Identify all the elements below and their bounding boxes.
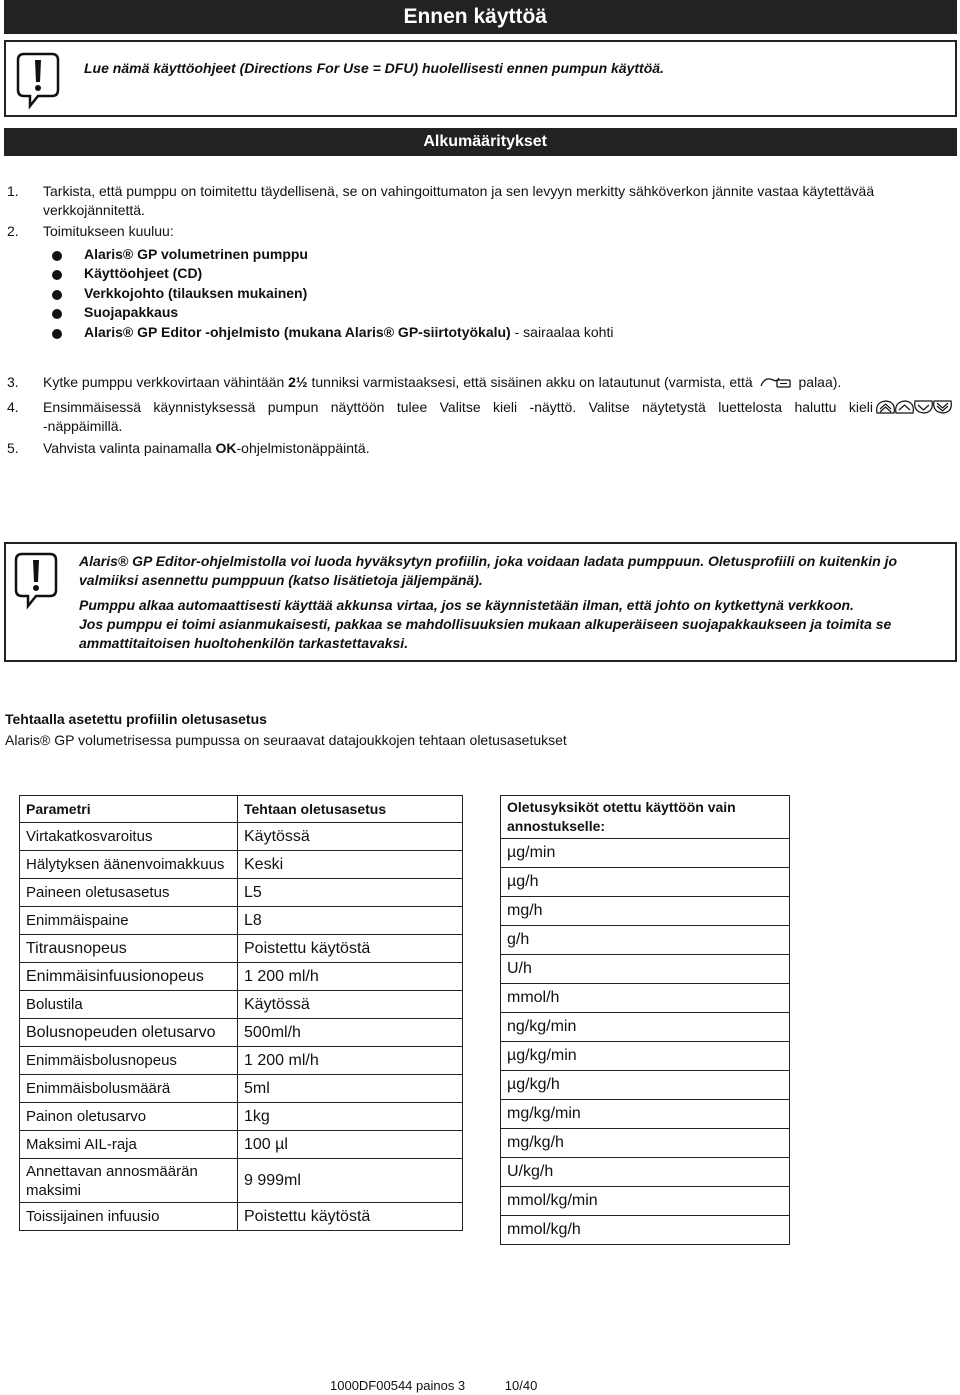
unit-value: mmol/kg/h	[501, 1216, 790, 1245]
unit-value: µg/kg/h	[501, 1071, 790, 1100]
section-bar	[4, 128, 957, 156]
unit-value: mmol/kg/min	[501, 1187, 790, 1216]
table-header-cell: Parametri	[20, 796, 238, 823]
step-text: Kytke pumppu verkkovirtaan vähintään	[43, 374, 289, 390]
param-value: 1kg	[238, 1103, 463, 1131]
table-row	[20, 907, 463, 935]
section-title: Alkumääritykset	[423, 133, 547, 150]
warning-paragraph-2a: Pumppu alkaa automaattisesti käyttää akkunsa virtaa, jos se käynnistetään ilman, että johto on kytkettynä verkkoon.	[79, 597, 854, 613]
param-value: Poistettu käytöstä	[238, 1203, 463, 1231]
param-value: 5ml	[238, 1075, 463, 1103]
unit-value: µg/h	[501, 868, 790, 897]
list-item-step-1	[0, 182, 960, 222]
table-row	[20, 851, 463, 879]
warning-text: Lue nämä käyttöohjeet (Directions For Use = DFU) huolellisesti ennen pumpun käyttöä.	[84, 60, 664, 76]
unit-value: mg/h	[501, 897, 790, 926]
table-row	[20, 1019, 463, 1047]
param-value: 9 999ml	[238, 1159, 463, 1203]
unit-value: U/h	[501, 955, 790, 984]
table-row	[20, 1103, 463, 1131]
list-item-delivery-3	[0, 285, 960, 305]
table-row	[20, 1131, 463, 1159]
param-value: 1 200 ml/h	[238, 1047, 463, 1075]
step-number: 2.	[7, 223, 19, 239]
table-row	[20, 991, 463, 1019]
table-header-row	[501, 796, 790, 839]
item-suffix: - sairaalaa kohti	[510, 324, 614, 340]
table-row	[20, 1047, 463, 1075]
param-name: Bolustila	[20, 991, 238, 1019]
item-label: Verkkojohto (tilauksen mukainen)	[84, 285, 308, 301]
step-text-post: -ohjelmistonäppäintä.	[236, 440, 370, 456]
unit-value: mmol/h	[501, 984, 790, 1013]
bullet-icon	[52, 290, 62, 300]
table-row	[501, 984, 790, 1013]
table-row	[501, 1013, 790, 1042]
table-row	[501, 1158, 790, 1187]
params-table	[19, 795, 463, 1231]
step-text: Toimitukseen kuuluu:	[43, 223, 174, 239]
list-item-delivery-5	[0, 324, 960, 344]
param-name: Enimmäispaine	[20, 907, 238, 935]
table-row	[20, 1159, 463, 1203]
unit-value: mg/kg/min	[501, 1100, 790, 1129]
warning-box-profile	[4, 542, 957, 662]
step-text-end: palaa).	[798, 374, 842, 390]
param-name: Annettavan annosmäärän maksimi	[20, 1159, 238, 1203]
unit-value: µg/kg/min	[501, 1042, 790, 1071]
step-number: 4.	[7, 399, 19, 415]
unit-value: µg/min	[501, 839, 790, 868]
step-text-bold: OK	[215, 440, 237, 456]
param-name: Enimmäisbolusmäärä	[20, 1075, 238, 1103]
bullet-icon	[52, 309, 62, 319]
param-name: Bolusnopeuden oletusarvo	[20, 1019, 238, 1047]
table-row	[501, 926, 790, 955]
table-row	[501, 897, 790, 926]
param-name: Enimmäisinfuusionopeus	[20, 963, 238, 991]
table-row	[501, 1042, 790, 1071]
warning-paragraph-1: Alaris® GP Editor-ohjelmistolla voi luoda hyväksytyn profiilin, joka voidaan ladata pumppuun. Oletusprofiili on kuitenkin jo valmiiksi asennettu pumppuun (katso lisätietoja jäljempänä).	[79, 553, 898, 588]
battery-charging-icon	[759, 374, 793, 390]
param-value: L5	[238, 879, 463, 907]
table-row	[501, 955, 790, 984]
table-row	[20, 1203, 463, 1231]
param-value: Keski	[238, 851, 463, 879]
param-name: Painon oletusarvo	[20, 1103, 238, 1131]
step-text-cont: -näppäimillä.	[43, 418, 123, 434]
param-value: 1 200 ml/h	[238, 963, 463, 991]
unit-value: U/kg/h	[501, 1158, 790, 1187]
step-number: 5.	[7, 440, 19, 456]
table-row	[20, 963, 463, 991]
step-text: Ensimmäisessä käynnistyksessä pumpun näyttöön tulee Valitse kieli -näyttö. Valitse näytetystä luettelosta haluttu kieli	[43, 399, 873, 415]
table-row	[20, 1075, 463, 1103]
bullet-icon	[52, 329, 62, 339]
unit-value: ng/kg/min	[501, 1013, 790, 1042]
page-footer	[330, 1378, 537, 1393]
defaults-heading: Tehtaalla asetettu profiilin oletusasetus	[5, 711, 267, 727]
step-number: 1.	[7, 183, 19, 199]
table-row	[501, 1187, 790, 1216]
step-text: Vahvista valinta painamalla	[43, 440, 216, 456]
param-value: L8	[238, 907, 463, 935]
defaults-description: Alaris® GP volumetrisessa pumpussa on seuraavat datajoukkojen tehtaan oletusasetukset	[5, 732, 567, 748]
param-name: Titrausnopeus	[20, 935, 238, 963]
table-row	[20, 935, 463, 963]
item-label: Käyttöohjeet (CD)	[84, 265, 203, 281]
unit-value: g/h	[501, 926, 790, 955]
table-row	[501, 1129, 790, 1158]
table-row	[501, 1071, 790, 1100]
table-row	[501, 1216, 790, 1245]
list-item-step-4	[0, 398, 960, 438]
param-value: 500ml/h	[238, 1019, 463, 1047]
item-label: Alaris® GP Editor -ohjelmisto (mukana Alaris® GP-siirtotyökalu)	[84, 324, 511, 340]
param-value: 100 µl	[238, 1131, 463, 1159]
units-table	[500, 795, 790, 1245]
item-label: Suojapakkaus	[84, 304, 179, 320]
list-item-step-3	[0, 373, 960, 393]
warning-paragraph-2b: Jos pumppu ei toimi asianmukaisesti, pakkaa se mahdollisuuksien mukaan alkuperäiseen suojapakkaukseen ja toimita se ammattitaitoisen huoltohenkilön tarkastettavaksi.	[79, 616, 892, 651]
table-header-row	[20, 796, 463, 823]
table-header-cell: Tehtaan oletusasetus	[238, 796, 463, 823]
list-item-delivery-2	[0, 265, 960, 285]
bullet-icon	[52, 251, 62, 261]
step-number: 3.	[7, 374, 19, 390]
warning-box-top	[4, 40, 957, 117]
table-row	[20, 879, 463, 907]
bullet-icon	[52, 270, 62, 280]
param-name: Toissijainen infuusio	[20, 1203, 238, 1231]
step-text: Tarkista, että pumppu on toimitettu täydellisenä, se on vahingoittumaton ja sen levyyn merkitty sähköverkon jännite vastaa käytettävää	[43, 183, 875, 199]
param-name: Virtakatkosvaroitus	[20, 823, 238, 851]
param-value: Poistettu käytöstä	[238, 935, 463, 963]
header-bar	[4, 0, 957, 34]
step-text-bold: 2½	[288, 374, 308, 390]
param-value: Käytössä	[238, 823, 463, 851]
table-row	[501, 1100, 790, 1129]
step-text-post: tunniksi varmistaaksesi, että sisäinen akku on latautunut (varmista, että	[307, 374, 753, 390]
warning-exclamation-icon	[14, 550, 58, 610]
list-item-delivery-4	[0, 304, 960, 324]
page-number: 10/40	[504, 1378, 538, 1393]
list-item-step-5	[0, 439, 960, 459]
param-name: Paineen oletusasetus	[20, 879, 238, 907]
param-value: Käytössä	[238, 991, 463, 1019]
item-label: Alaris® GP volumetrinen pumppu	[84, 246, 308, 262]
unit-value: mg/kg/h	[501, 1129, 790, 1158]
table-row	[20, 823, 463, 851]
warning-exclamation-icon	[16, 50, 60, 110]
param-name: Hälytyksen äänenvoimakkuus	[20, 851, 238, 879]
list-item-delivery-1	[0, 246, 960, 266]
param-name: Maksimi AIL-raja	[20, 1131, 238, 1159]
table-row	[501, 839, 790, 868]
list-item-step-2	[0, 222, 960, 242]
units-header: Oletusyksiköt otettu käyttöön vain annostukselle:	[501, 796, 790, 839]
document-id: 1000DF00544 painos 3	[330, 1378, 466, 1393]
table-row	[501, 868, 790, 897]
step-text-cont: verkkojännitettä.	[43, 202, 145, 218]
arrow-keys-icon	[874, 398, 952, 416]
page-title: Ennen käyttöä	[403, 5, 547, 28]
param-name: Enimmäisbolusnopeus	[20, 1047, 238, 1075]
